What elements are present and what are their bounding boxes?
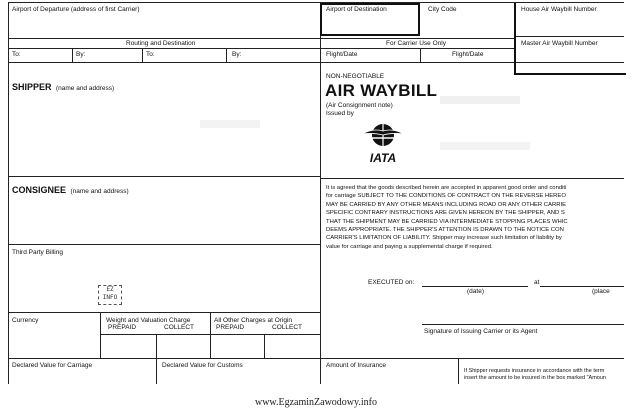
air-consignment-note: (Air Consignment note) xyxy=(326,102,393,109)
terms-line: DEEMS APPROPRIATE. THE SHIPPER'S ATTENTION IS DRAWN TO THE NOTICE CON xyxy=(326,227,564,234)
other-charges-label: All Other Charges at Origin xyxy=(214,317,293,324)
terms-line: THAT THE SHIPMENT MAY BE CARRIED VIA INTERMEDIATE STOPPING PLACES WHIC xyxy=(326,218,568,225)
terms-line: for carriage SUBJECT TO THE CONDITIONS OF CONTRACT ON THE REVERSE HEREO xyxy=(326,193,566,200)
scan-artifact xyxy=(200,120,260,128)
collect-label-1: COLLECT xyxy=(164,324,194,331)
airport-destination-label: Airport of Destination xyxy=(326,6,387,13)
globe-icon xyxy=(360,122,406,148)
scan-artifact xyxy=(440,96,520,104)
signature-label: Signature of Issuing Carrier or its Agent xyxy=(424,328,538,335)
date-label: (date) xyxy=(467,288,484,295)
shipper-rest: (name and address) xyxy=(55,85,115,92)
by-label-1: By: xyxy=(76,51,86,58)
terms-line: It is agreed that the goods described herein are accepted in apparent good order and conditi xyxy=(326,185,567,191)
collect-label-2: COLLECT xyxy=(272,324,302,331)
house-awb-label: House Air Waybill Number xyxy=(521,6,597,13)
city-code-label: City Code xyxy=(428,6,457,13)
terms-line: value for carriage and paying a supplemental charge if required. xyxy=(326,243,493,250)
shipper-bold: SHIPPER xyxy=(12,82,52,92)
flight-date-label-2: Flight/Date xyxy=(452,51,484,58)
consignee-bold: CONSIGNEE xyxy=(12,185,67,195)
stamp-mark: EZ INFO xyxy=(98,285,122,305)
insurance-note xyxy=(464,368,624,382)
master-awb-label: Master Air Waybill Number xyxy=(521,40,598,47)
at-label: at xyxy=(534,279,540,286)
carrier-use-label: For Carrier Use Only xyxy=(386,40,446,47)
executed-on-label: EXECUTED on: xyxy=(368,279,415,286)
third-party-label: Third Party Billing xyxy=(12,249,63,256)
terms-line: SPECIFIC CONTRARY INSTRUCTIONS ARE GIVEN HEREON BY THE SHIPPER, AND S xyxy=(326,210,565,217)
by-label-2: By: xyxy=(232,51,242,58)
terms-block xyxy=(326,184,626,251)
consignee-heading xyxy=(12,180,129,198)
place-label: (place xyxy=(592,288,610,295)
flight-date-label-1: Flight/Date xyxy=(326,51,358,58)
iata-logo xyxy=(360,122,406,165)
declared-customs-label: Declared Value for Customs xyxy=(162,362,243,369)
terms-line: CARRIER'S LIMITATION OF LIABILITY. Shipper may increase such limitation of liability by xyxy=(326,235,562,242)
prepaid-label-2: PREPAID xyxy=(216,324,245,331)
currency-label: Currency xyxy=(12,317,39,324)
terms-line: MAY BE CARRIED BY ANY OTHER MEANS INCLUDING ROAD OR ANY OTHER CARRIE xyxy=(326,201,567,208)
amount-insurance-label: Amount of Insurance xyxy=(326,362,386,369)
insurance-note-line: insert the amount to be insured in the box marked "Amoun xyxy=(464,375,606,381)
routing-label: Routing and Destination xyxy=(126,40,196,47)
non-negotiable: NON-NEGOTIABLE xyxy=(326,73,385,80)
to-label-2: To: xyxy=(146,51,155,58)
weight-valuation-label: Weight and Valuation Charge xyxy=(106,317,191,324)
airport-departure-label: Airport of Departure (address of first Carrier) xyxy=(12,6,140,13)
consignee-rest: (name and address) xyxy=(70,188,129,195)
prepaid-label-1: PREPAID xyxy=(108,324,137,331)
issued-by: Issued by xyxy=(326,110,354,117)
to-label-1: To: xyxy=(12,51,21,58)
insurance-note-line: If Shipper requests insurance in accordance with the term xyxy=(464,368,605,374)
air-waybill-title: AIR WAYBILL xyxy=(325,81,438,100)
scan-artifact xyxy=(440,142,530,150)
iata-text: IATA xyxy=(369,151,397,165)
shipper-heading xyxy=(12,77,114,95)
declared-carriage-label: Declared Value for Carriage xyxy=(12,362,93,369)
watermark: www.EgzaminZawodowy.info xyxy=(254,397,377,408)
